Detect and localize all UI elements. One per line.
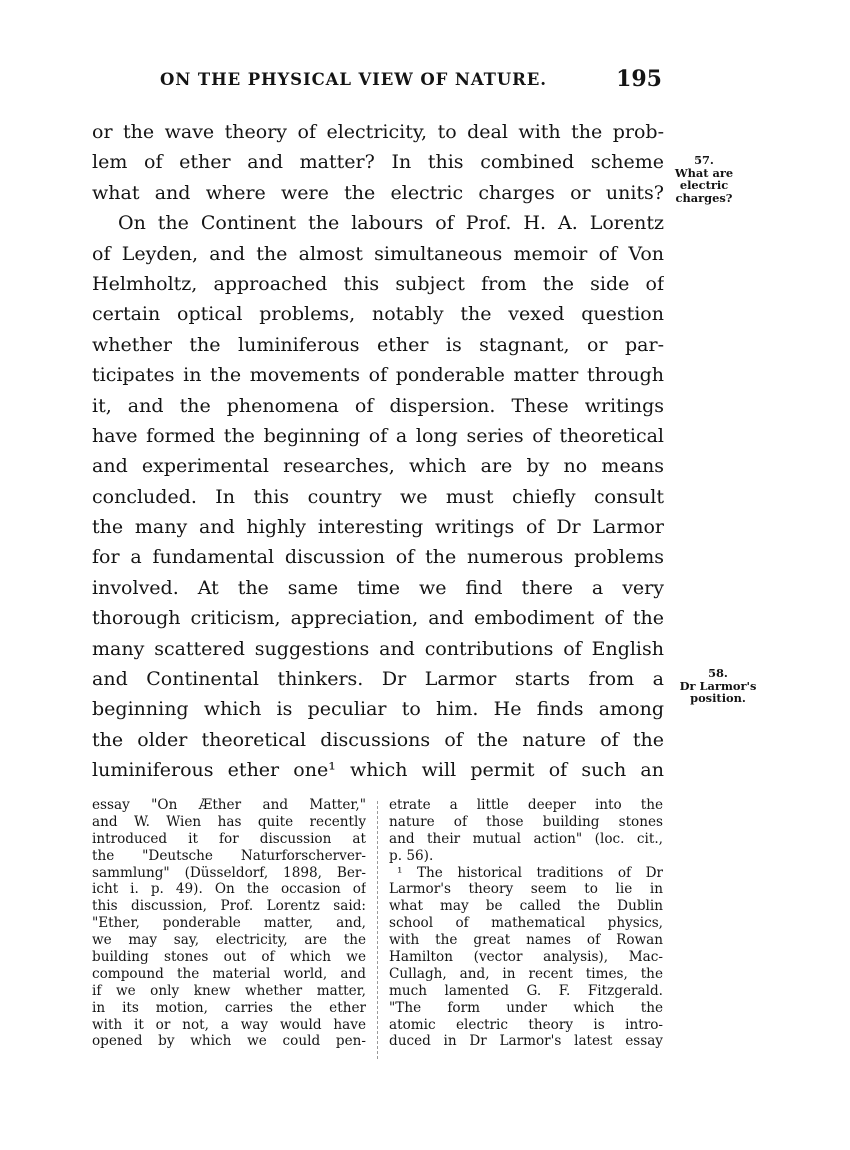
footnote-line: in its motion, carries the ether: [92, 999, 366, 1016]
body-line: whether the luminiferous ether is stagnant, or par-: [92, 333, 664, 356]
footnote-line: Larmor's theory seem to lie in: [389, 881, 663, 898]
marginal-note-number: 58.: [708, 666, 728, 680]
body-line: many scattered suggestions and contributions of English: [92, 637, 664, 660]
footnote-line: with the great names of Rowan: [389, 932, 663, 949]
footnote-line: Cullagh, and, in recent times, the: [389, 965, 663, 982]
marginal-note-text: What are: [674, 165, 734, 180]
footnote-line: school of mathematical physics,: [389, 915, 663, 932]
marginal-note-58: [668, 667, 768, 705]
body-line: certain optical problems, notably the vexed question: [92, 303, 664, 326]
body-line: have formed the beginning of a long series of theoretical: [92, 424, 664, 447]
body-line: On the Continent the labours of Prof. H. A. Lorentz: [118, 212, 664, 235]
marginal-note-text: position.: [690, 691, 746, 705]
footnote-line: and W. Wien has quite recently: [92, 813, 366, 830]
footnote-line: this discussion, Prof. Lorentz said:: [92, 898, 366, 915]
footnote-line: the "Deutsche Naturforscherver-: [92, 847, 366, 864]
body-line: for a fundamental discussion of the numerous problems: [92, 546, 664, 569]
body-line: of Leyden, and the almost simultaneous memoir of Von: [92, 242, 664, 265]
footnote-line: opened by which we could pen-: [92, 1033, 366, 1050]
body-line: beginning which is peculiar to him. He finds among: [92, 698, 664, 721]
footnote-line: with it or not, a way would have: [92, 1016, 366, 1033]
body-line: Helmholtz, approached this subject from the side of: [92, 272, 664, 295]
footnote-line: "Ether, ponderable matter, and,: [92, 915, 366, 932]
footnote-line: ¹ The historical traditions of Dr: [397, 864, 663, 881]
footnote-line: "The form under which the: [389, 999, 663, 1016]
body-line: thorough criticism, appreciation, and embodiment of the: [92, 607, 664, 630]
running-head: ON THE PHYSICAL VIEW OF NATURE.: [160, 70, 547, 89]
footnote-column-divider: [377, 801, 378, 1059]
body-line: involved. At the same time we find there a very: [92, 576, 664, 599]
body-line: what and where were the electric charges or units?: [92, 181, 664, 204]
body-text: [92, 117, 664, 786]
body-line: ticipates in the movements of ponderable matter through: [92, 364, 664, 387]
footnotes: [92, 797, 664, 1067]
marginal-note-text: Dr Larmor's: [679, 678, 757, 693]
footnote-line: Hamilton (vector analysis), Mac-: [389, 949, 663, 966]
footnote-line: essay "On Æther and Matter,": [92, 797, 366, 813]
footnote-line: atomic electric theory is intro-: [389, 1016, 663, 1033]
footnote-line: duced in Dr Larmor's latest essay: [389, 1033, 663, 1050]
marginal-note-text: charges?: [675, 190, 733, 205]
marginal-note-text: electric: [679, 178, 729, 192]
footnote-line: building stones out of which we: [92, 949, 366, 966]
footnote-line: compound the material world, and: [92, 965, 366, 982]
footnote-column-right: [389, 797, 663, 1050]
body-line: the many and highly interesting writings of Dr Larmor: [92, 516, 664, 539]
page-header: [160, 66, 670, 96]
footnote-line: etrate a little deeper into the: [389, 797, 663, 813]
footnote-line: what may be called the Dublin: [389, 898, 663, 915]
body-line: lem of ether and matter? In this combined scheme: [92, 151, 664, 174]
page-number: 195: [616, 66, 662, 92]
footnote-column-left: [92, 797, 366, 1050]
footnote-line: introduced it for discussion at: [92, 830, 366, 847]
marginal-note-57: [668, 154, 740, 204]
body-line: the older theoretical discussions of the nature of the: [92, 728, 664, 751]
footnote-line: sammlung" (Düsseldorf, 1898, Ber-: [92, 864, 366, 881]
footnote-line: and their mutual action" (loc. cit.,: [389, 830, 663, 847]
body-line: it, and the phenomena of dispersion. These writings: [92, 394, 664, 417]
footnote-line: much lamented G. F. Fitzgerald.: [389, 982, 663, 999]
footnote-line: we may say, electricity, are the: [92, 932, 366, 949]
footnote-line: icht i. p. 49). On the occasion of: [92, 881, 366, 898]
footnote-line: p. 56).: [389, 847, 434, 864]
body-line: luminiferous ether one¹ which will permit of such an: [92, 759, 664, 782]
body-line: or the wave theory of electricity, to deal with the prob-: [92, 121, 664, 143]
footnote-line: if we only knew whether matter,: [92, 982, 366, 999]
body-line: and Continental thinkers. Dr Larmor starts from a: [92, 668, 664, 691]
body-line: concluded. In this country we must chiefly consult: [92, 485, 664, 508]
footnote-line: nature of those building stones: [389, 813, 663, 830]
body-line: and experimental researches, which are by no means: [92, 455, 664, 478]
marginal-note-number: 57.: [694, 153, 714, 167]
